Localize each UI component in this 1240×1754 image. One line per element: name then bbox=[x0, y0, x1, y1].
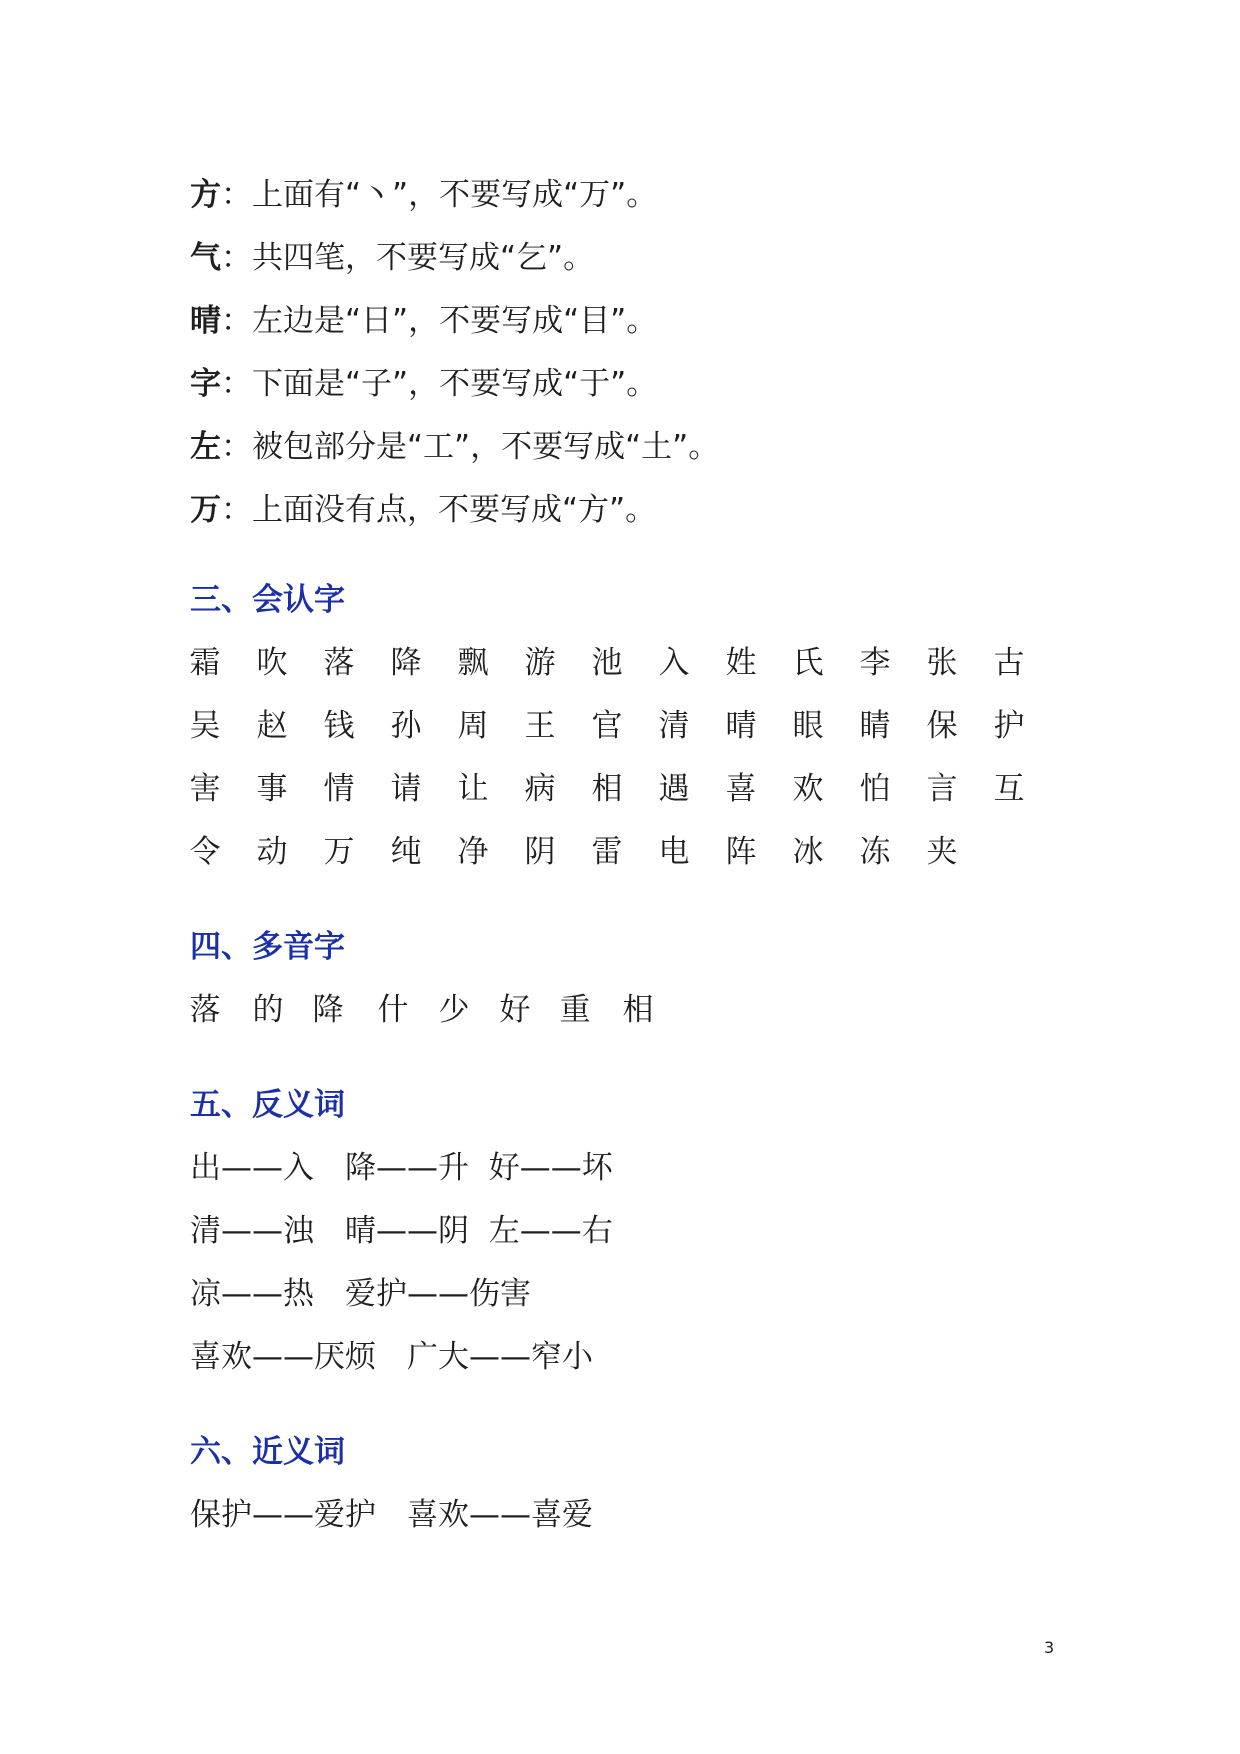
grid-char: 眼 bbox=[792, 708, 824, 744]
grid-char: 让 bbox=[457, 771, 489, 807]
grid-char: 的 bbox=[252, 992, 284, 1028]
correction-text: ：上面没有点，不要写成“方”。 bbox=[221, 492, 657, 528]
correction-text: ：上面有“丶”，不要写成“万”。 bbox=[221, 177, 658, 213]
grid-char: 姓 bbox=[725, 645, 757, 681]
correction-text: ：下面是“子”，不要写成“于”。 bbox=[221, 366, 658, 402]
correction-line bbox=[190, 427, 719, 467]
grid-char: 害 bbox=[189, 771, 221, 807]
page-number: 3 bbox=[1044, 1638, 1055, 1657]
correction-text: ：共四笔，不要写成“乞”。 bbox=[221, 240, 595, 276]
grid-char: 阵 bbox=[725, 834, 757, 870]
grid-char: 喜 bbox=[725, 771, 757, 807]
grid-char: 互 bbox=[993, 771, 1025, 807]
antonym-line: 喜欢——厌烦 广大——窄小 bbox=[190, 1339, 593, 1375]
grid-char: 官 bbox=[591, 708, 623, 744]
grid-char: 纯 bbox=[390, 834, 422, 870]
grid-char: 欢 bbox=[792, 771, 824, 807]
grid-char: 万 bbox=[323, 834, 355, 870]
correction-line bbox=[190, 238, 594, 278]
grid-char: 晴 bbox=[725, 708, 757, 744]
grid-char: 霜 bbox=[189, 645, 221, 681]
grid-char: 阴 bbox=[524, 834, 556, 870]
grid-char: 清 bbox=[658, 708, 690, 744]
grid-char: 飘 bbox=[457, 645, 489, 681]
grid-char: 氏 bbox=[792, 645, 824, 681]
grid-char: 降 bbox=[390, 645, 422, 681]
grid-char: 情 bbox=[323, 771, 355, 807]
grid-char: 少 bbox=[438, 992, 470, 1028]
correction-line bbox=[190, 364, 657, 404]
grid-char: 赵 bbox=[256, 708, 288, 744]
grid-char: 净 bbox=[457, 834, 489, 870]
grid-char: 事 bbox=[256, 771, 288, 807]
grid-char: 落 bbox=[189, 992, 221, 1028]
section-heading: 五、反义词 bbox=[190, 1087, 345, 1123]
grid-char: 吴 bbox=[189, 708, 221, 744]
antonym-line: 清——浊 晴——阴 左——右 bbox=[190, 1213, 613, 1249]
grid-char: 冰 bbox=[792, 834, 824, 870]
grid-char: 电 bbox=[658, 834, 690, 870]
grid-char: 好 bbox=[499, 992, 531, 1028]
grid-char: 池 bbox=[591, 645, 623, 681]
grid-char: 降 bbox=[312, 992, 344, 1028]
grid-char: 请 bbox=[390, 771, 422, 807]
correction-char: 方 bbox=[190, 177, 221, 213]
grid-char: 张 bbox=[926, 645, 958, 681]
section-heading: 六、近义词 bbox=[190, 1434, 345, 1470]
grid-char: 相 bbox=[622, 992, 654, 1028]
grid-char: 游 bbox=[524, 645, 556, 681]
correction-char: 晴 bbox=[190, 303, 221, 339]
grid-char: 令 bbox=[189, 834, 221, 870]
grid-char: 周 bbox=[457, 708, 489, 744]
correction-char: 字 bbox=[190, 366, 221, 402]
grid-char: 古 bbox=[993, 645, 1025, 681]
synonym-line: 保护——爱护 喜欢——喜爱 bbox=[190, 1497, 593, 1533]
grid-char: 孙 bbox=[390, 708, 422, 744]
grid-char: 言 bbox=[926, 771, 958, 807]
grid-char: 入 bbox=[658, 645, 690, 681]
grid-char: 王 bbox=[524, 708, 556, 744]
correction-text: ：左边是“日”，不要写成“目”。 bbox=[221, 303, 658, 339]
grid-char: 遇 bbox=[658, 771, 690, 807]
grid-char: 钱 bbox=[323, 708, 355, 744]
correction-line bbox=[190, 490, 656, 530]
grid-char: 怕 bbox=[859, 771, 891, 807]
section-heading: 四、多音字 bbox=[190, 929, 345, 965]
grid-char: 护 bbox=[993, 708, 1025, 744]
grid-char: 什 bbox=[377, 992, 409, 1028]
grid-char: 李 bbox=[859, 645, 891, 681]
correction-char: 气 bbox=[190, 240, 221, 276]
correction-line bbox=[190, 175, 657, 215]
correction-char: 左 bbox=[190, 429, 221, 465]
grid-char: 冻 bbox=[859, 834, 891, 870]
antonym-line: 凉——热 爱护——伤害 bbox=[190, 1276, 531, 1312]
grid-char: 落 bbox=[323, 645, 355, 681]
grid-char: 夹 bbox=[926, 834, 958, 870]
grid-char: 相 bbox=[591, 771, 623, 807]
correction-line bbox=[190, 301, 657, 341]
grid-char: 睛 bbox=[859, 708, 891, 744]
grid-char: 动 bbox=[256, 834, 288, 870]
grid-char: 病 bbox=[524, 771, 556, 807]
grid-char: 重 bbox=[559, 992, 591, 1028]
correction-text: ：被包部分是“工”，不要写成“土”。 bbox=[221, 429, 720, 465]
grid-char: 吹 bbox=[256, 645, 288, 681]
grid-char: 保 bbox=[926, 708, 958, 744]
correction-char: 万 bbox=[190, 492, 221, 528]
antonym-line: 出——入 降——升 好——坏 bbox=[190, 1150, 613, 1186]
grid-char: 雷 bbox=[591, 834, 623, 870]
section-heading: 三、会认字 bbox=[190, 582, 345, 618]
